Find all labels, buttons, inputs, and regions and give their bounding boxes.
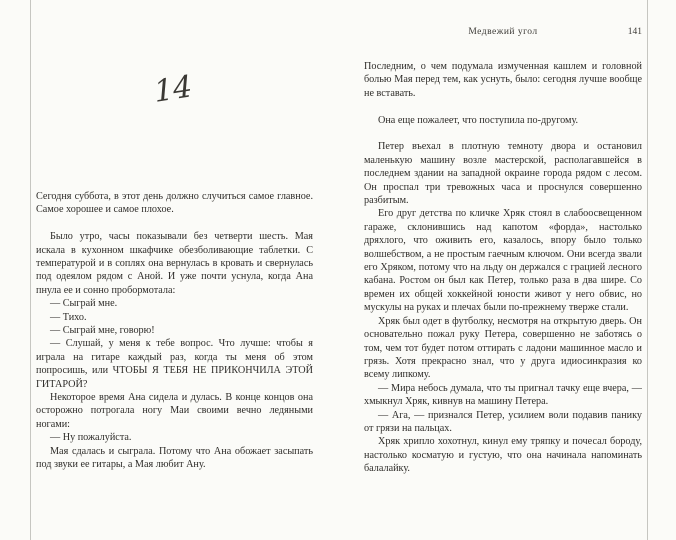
right-page-text (364, 60, 642, 476)
paragraph: Было утро, часы показывали без четверти шесть. Мая искала в кухонном шкафчике обезболивающие таблетки. С температурой и в соплях она вернулась в кровать и свернулась под одеялом рядом с Аной. И уже почти уснула, когда Ана пнула ее и сонно пробормотала: (36, 231, 313, 296)
dialogue-line: — Слушай, у меня к тебе вопрос. Что лучше: чтобы я играла на гитаре каждый раз, когда ты меня об этом попросишь, или ЧТОБЫ Я ТЕБЯ НЕ ПРИКОНЧИЛА ЭТОЙ ГИТАРОЙ? (36, 338, 313, 390)
paragraph: Петер въехал в плотную темноту двора и остановил маленькую машину возле мастерской, располагавшейся в последнем здании на западной окраине города рядом с лесом. Он проспал три тревожных часа и проснулся совершенно разбитым. (364, 141, 642, 207)
paragraph: Она еще пожалеет, что поступила по-другому. (378, 114, 579, 126)
left-page (36, 0, 313, 540)
paragraph: Мая сдалась и сыграла. Потому что Ана обожает засыпать под звуки ее гитары, а Мая любит Ану. (36, 445, 313, 471)
paragraph: Хряк был одет в футболку, несмотря на открытую дверь. Он основательно пожал руку Петера, совершенно не заботясь о том, чем тот будет потом оттирать с ладони машинное масло и грязь. Хотя прекрасно знал, что у друга идиосинкразия ко всему липкому. (364, 315, 642, 381)
running-title: Медвежий угол (468, 27, 538, 37)
paragraph: Сегодня суббота, в этот день должно случиться самое главное. Самое хорошее и самое плохое. (36, 191, 313, 216)
chapter-number: 14 (152, 69, 194, 110)
page-edge-left (30, 0, 31, 540)
left-page-text (36, 190, 313, 472)
paragraph: Последним, о чем подумала измученная кашлем и головной болью Мая перед тем, как уснуть, было: сегодня лучше вообще не вставать. (364, 61, 642, 99)
running-head (364, 27, 642, 37)
dialogue-line: — Тихо. (50, 311, 87, 323)
right-page (364, 0, 642, 540)
dialogue-line: — Ага, — признался Петер, усилием воли подавив панику от грязи на пальцах. (364, 409, 642, 434)
paragraph: Его друг детства по кличке Хряк стоял в слабоосвещенном гараже, склонившись над капотом «форда», настолько дряхлого, что оживить его, казалось, впору было только волшебством, а не простым гаечным ключом. Они всегда звали его Хряком, потому что на льду он держался с грацией лесного кабана. Ростом он был как Петер, только раза в два шире. Со времен их общей хоккейной юности живот у него обвис, но мускулы на руках и плечах были по-прежнему тверже стали. (364, 208, 642, 314)
page-edge-right (647, 0, 648, 540)
page-number: 141 (627, 27, 642, 37)
paragraph: Хряк хрипло хохотнул, кинул ему тряпку и почесал бороду, настолько косматую и густую, что она начинала напоминать балалайку. (364, 436, 642, 475)
dialogue-line: — Мира небось думала, что ты пригнал тачку еще вчера, — хмыкнул Хряк, кивнув на машину Петера. (364, 382, 642, 408)
dialogue-line: — Сыграй мне, говорю! (50, 325, 155, 337)
dialogue-line: — Сыграй мне. (50, 298, 118, 310)
dialogue-line: — Ну пожалуйста. (50, 432, 132, 444)
paragraph: Некоторое время Ана сидела и дулась. В конце концов она осторожно потрогала ногу Маи своими вечно ледяными ногами: (36, 392, 313, 430)
